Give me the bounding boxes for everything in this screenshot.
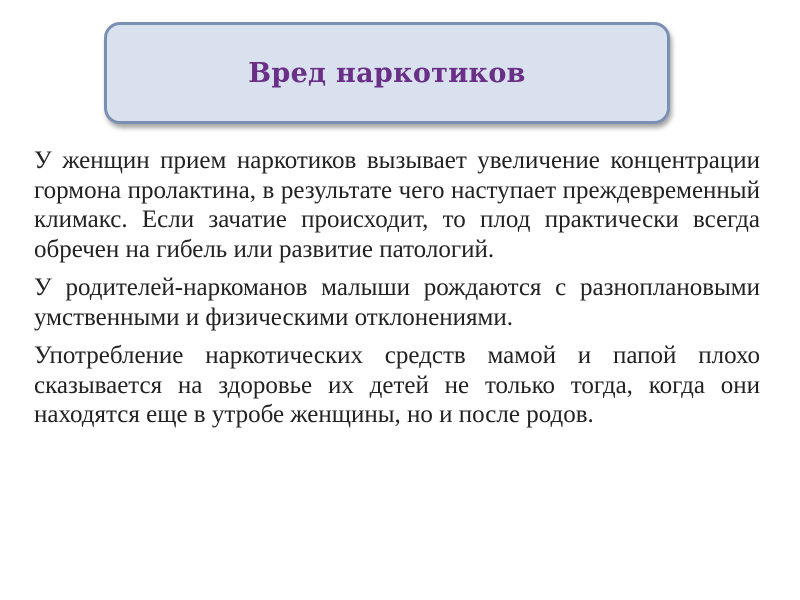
paragraph-2: У родителей-наркоманов малыши рождаются с разноплановыми умственными и физическими отклонениями.: [34, 274, 760, 331]
paragraph-1: У женщин прием наркотиков вызывает увеличение концентрации гормона пролактина, в результате чего наступает преждевременный климакс. Если зачатие происходит, то плод практически всегда обречен на гибель или развитие патологий.: [34, 147, 760, 263]
slide-title: Вред наркотиков: [248, 57, 526, 89]
title-box: [104, 22, 670, 124]
slide-body: [34, 146, 760, 439]
paragraph-3: Употребление наркотических средств мамой и папой плохо сказывается на здоровье их детей не только тогда, когда они находятся еще в утробе женщины, но и после родов.: [34, 342, 760, 428]
